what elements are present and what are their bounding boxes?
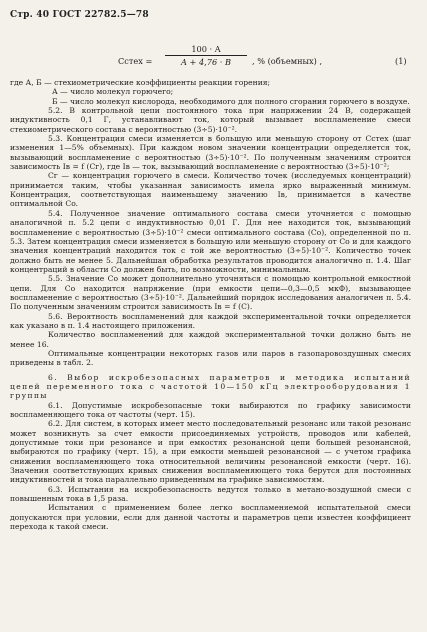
formula-number: (1) <box>395 56 407 66</box>
definition-line: где А, Б — стехиометрические коэффициенты реакции горения; <box>10 78 271 87</box>
page-header: Стр. 40 ГОСТ 22782.5—78 <box>10 10 149 20</box>
paragraph-optimal: Оптимальные концентрации некоторых газов или паров в газопаровоздушных смесях приведены в табл. 2. <box>10 348 411 368</box>
paragraph-5-4: 5.4. Полученное значение оптимального состава смеси уточняется с помощью аналогичной п. 5.2 цепи с индуктивностью 0,01 Г. Для нее находится ток, вызывающий воспламенение с вероятностью (3÷5)·10⁻² смеси оптимального состава (Co), определенной по п. 5.3. Затем концентрация смеси изменяется в большую или меньшую сторону от Co и для каждого значения концентраций находится ток с той же вероятностью (3÷5)·10⁻². Количество точек должно быть не менее 5. Дальнейшая обработка результатов проводится аналогично п. 1.4. Шаг концентраций в области Co должен быть, по возможности, минимальным. <box>10 208 411 274</box>
section-6-title: 6. Выбор искробезопасных параметров и методика испытаний цепей переменного тока с частотой 10—150 кГц электрооборудования 1 группы <box>10 372 411 401</box>
paragraph-5-6: 5.6. Вероятность воспламенений для каждой экспериментальной точки определяется как указано в п. 1.4 настоящего приложения. <box>10 311 411 330</box>
paragraph-6-1: 6.1. Допустимые искробезопасные токи выбираются по графику зависимости воспламеняющего тока от частоты (черт. 15). <box>10 400 411 420</box>
paragraph-5-3: 5.3. Концентрация смеси изменяется в большую или меньшую сторону от Cстех (шаг изменения 1—5% объемных). При каждом новом значении концентрации определяется ток, вызывающий воспламенение с вероятностью (3÷5)·10⁻². По полученным значениям строится зависимость Iв = f (Cг), где Iв — ток, вызывающий воспламенение с вероятностью (3÷5)·10⁻²; <box>10 134 411 172</box>
paragraph-count: Количество воспламенений для каждой экспериментальной точки должно быть не менее 16. <box>10 330 411 349</box>
formula-denominator: A + 4,76 · B <box>180 57 232 67</box>
paragraph-5-2: 5.2. В контрольной цепи постоянного тока при напряжении 24 В, содержащей индуктивность 0,1 Г, устанавливают ток, который вызывает воспламенение смеси стехиометрического состава с вероятностью (3÷5)·10⁻². <box>10 106 411 134</box>
document-body <box>10 78 411 532</box>
definition-line: Б — число молекул кислорода, необходимого для полного сгорания горючего в воздухе. <box>52 96 410 106</box>
formula-unit: , % (объемных) , <box>252 56 323 66</box>
paragraph-6-3-cont: Испытания с применением более легко воспламеняемой испытательной смеси допускаются при условии, если для данной частоты и параметров цепи известен коэффициент перехода к такой смеси. <box>10 503 411 532</box>
paragraph-6-3: 6.3. Испытания на искробезопасность ведутся только в метано-воздушной смеси с повышенным тока в 1,5 раза. <box>10 484 411 504</box>
paragraph-5-3-cont: Cг — концентрация горючего в смеси. Количество точек (исследуемых концентраций) принимается таким, чтобы указанная зависимость имела ярко выраженный минимум. Концентрация, соответствующая наименьшему значению Iв, принимается в качестве оптимальной Co. <box>10 171 411 209</box>
paragraph-5-5: 5.5. Значение Co может дополнительно уточняться с помощью контрольной емкостной цепи. Для Co находится напряжение (при емкости цепи—0,3—0,5 мкФ), вызывающее воспламенение с вероятностью (3÷5)·10⁻². Дальнейший порядок исследования аналогичен п. 5.4. По полученным значениям строится зависимость Iв = f (C). <box>10 274 411 312</box>
formula-lhs: Cстех = <box>118 56 153 66</box>
formula-definitions <box>10 78 411 106</box>
formula-fraction <box>165 44 247 67</box>
definition-line: А — число молекул горючего; <box>52 87 174 97</box>
formula-numerator: 100 · A <box>165 44 247 56</box>
paragraph-6-2: 6.2. Для систем, в которых имеет место последовательный резонанс или такой резонанс может возникнуть за счет емкости присоединяемых устройств, проводов или кабелей, допустимые токи при резонансе и при емкостях резонансной цепи большей резонансной, выбираются по графику (черт. 15), а при емкости меньшей резонансной — с учетом графика снижения воспламеняющего тока относительной величины резонансной емкости (черт. 16). Значения соответствующих кривых снижения воспламеняющего тока берутся для постоянных индуктивностей и тока параллельно приведенным на графике зависимостям. <box>10 419 411 485</box>
